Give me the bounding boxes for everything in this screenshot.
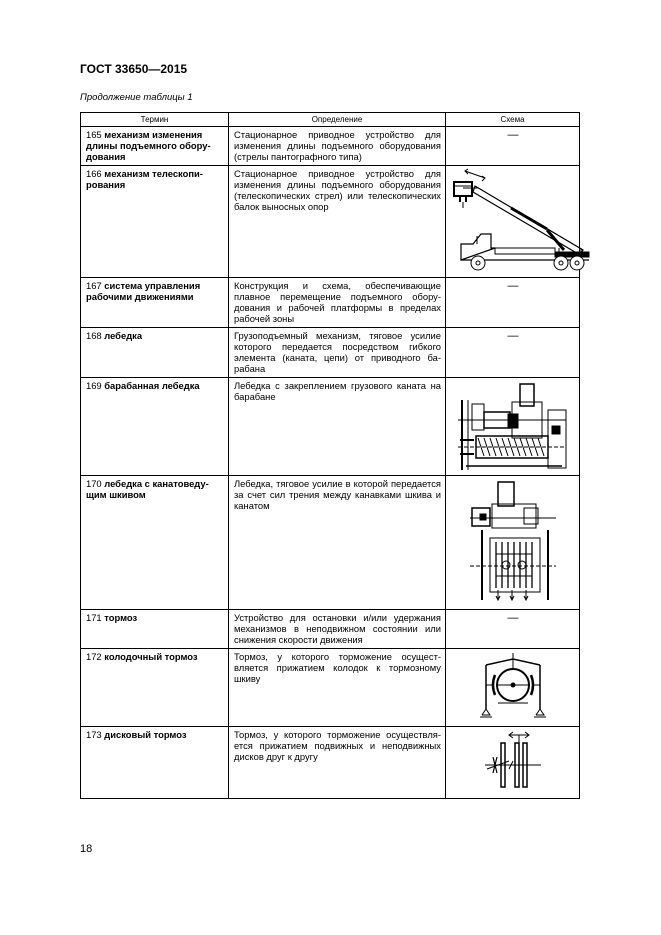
term-cell [81,166,229,278]
table-row [81,649,580,727]
table-row [81,610,580,649]
scheme-dash: — [507,280,519,292]
drum-winch-diagram [454,380,572,472]
term-cell [81,378,229,476]
table-header-row [81,113,580,127]
term-name: лебедка с канатоведущим шкивом [86,478,209,500]
term-name: колодочный тормоз [104,651,198,662]
traction-sheave-winch-diagram [468,478,558,602]
definition-cell: Тормоз, у которого торможение осуществляется прижатием подвижных и неподвижных дисков друг к другу [229,727,446,799]
scheme-cell [446,166,580,278]
term-cell [81,127,229,166]
term-number: 166 [86,168,102,179]
page-number: 18 [80,843,93,855]
scheme-cell [446,649,580,727]
term-name: механизм изменения длины подъемного оборудования [86,129,211,162]
table-row [81,727,580,799]
table-row [81,127,580,166]
term-cell [81,328,229,378]
term-number: 165 [86,129,102,140]
scheme-dash: — [507,129,519,141]
scheme-cell [446,127,580,166]
definition-cell: Стационарное приводное устройство для изменения длины подъемного оборудования (стрелы пантографного типа) [229,127,446,166]
term-cell [81,727,229,799]
scheme-cell [446,727,580,799]
table-row [81,278,580,328]
table-row [81,378,580,476]
definition-cell: Лебедка, тяговое усилие в которой передается за счет сил трения между канавками шкива и канатом [229,476,446,610]
definition-cell: Конструкция и схема, обеспечивающие плавное перемещение подъемного оборудования и рабочей платформы в пределах рабочей зоны [229,278,446,328]
disc-brake-diagram [483,729,543,791]
telescopic-boom-truck-diagram [451,168,591,272]
column-header-scheme: Схема [446,113,580,127]
definition-cell: Лебедка с закреплением грузового каната на барабане [229,378,446,476]
term-number: 173 [86,729,102,740]
shoe-brake-diagram [478,651,548,721]
term-name: лебедка [104,330,143,341]
terms-table [80,112,580,799]
term-number: 172 [86,651,102,662]
term-cell [81,610,229,649]
term-cell [81,278,229,328]
term-number: 168 [86,330,102,341]
term-number: 169 [86,380,102,391]
column-header-definition: Определение [229,113,446,127]
term-cell [81,649,229,727]
definition-cell: Тормоз, у которого торможение осуществляется прижатием колодок к тормозному шкиву [229,649,446,727]
term-number: 170 [86,478,102,489]
table-row [81,166,580,278]
scheme-dash: — [507,330,519,342]
definition-cell: Стационарное приводное устройство для изменения длины подъемного оборудования (телескопических стрел) или телескопических балок выносных опор [229,166,446,278]
column-header-term: Термин [81,113,229,127]
table-caption: Продолжение таблицы 1 [80,92,193,103]
scheme-cell [446,610,580,649]
term-number: 171 [86,612,102,623]
term-name: дисковый тормоз [104,729,187,740]
term-cell [81,476,229,610]
term-name: тормоз [104,612,138,623]
term-name: барабанная лебедка [104,380,200,391]
document-header: ГОСТ 33650—2015 [80,62,188,76]
term-name: система управления рабочими движениями [86,280,201,302]
scheme-cell [446,378,580,476]
definition-cell: Устройство для остановки и/или удержания механизмов в неподвижном состоянии или снижения скорости движения [229,610,446,649]
scheme-cell [446,328,580,378]
scheme-cell [446,476,580,610]
table-row [81,476,580,610]
definition-cell: Грузоподъемный механизм, тяговое усилие которого передается посредством гибкого элемента (каната, цепи) от приводного барабана [229,328,446,378]
term-name: механизм телескопирования [86,168,203,190]
scheme-dash: — [507,612,519,624]
table-row [81,328,580,378]
scheme-cell [446,278,580,328]
term-number: 167 [86,280,102,291]
